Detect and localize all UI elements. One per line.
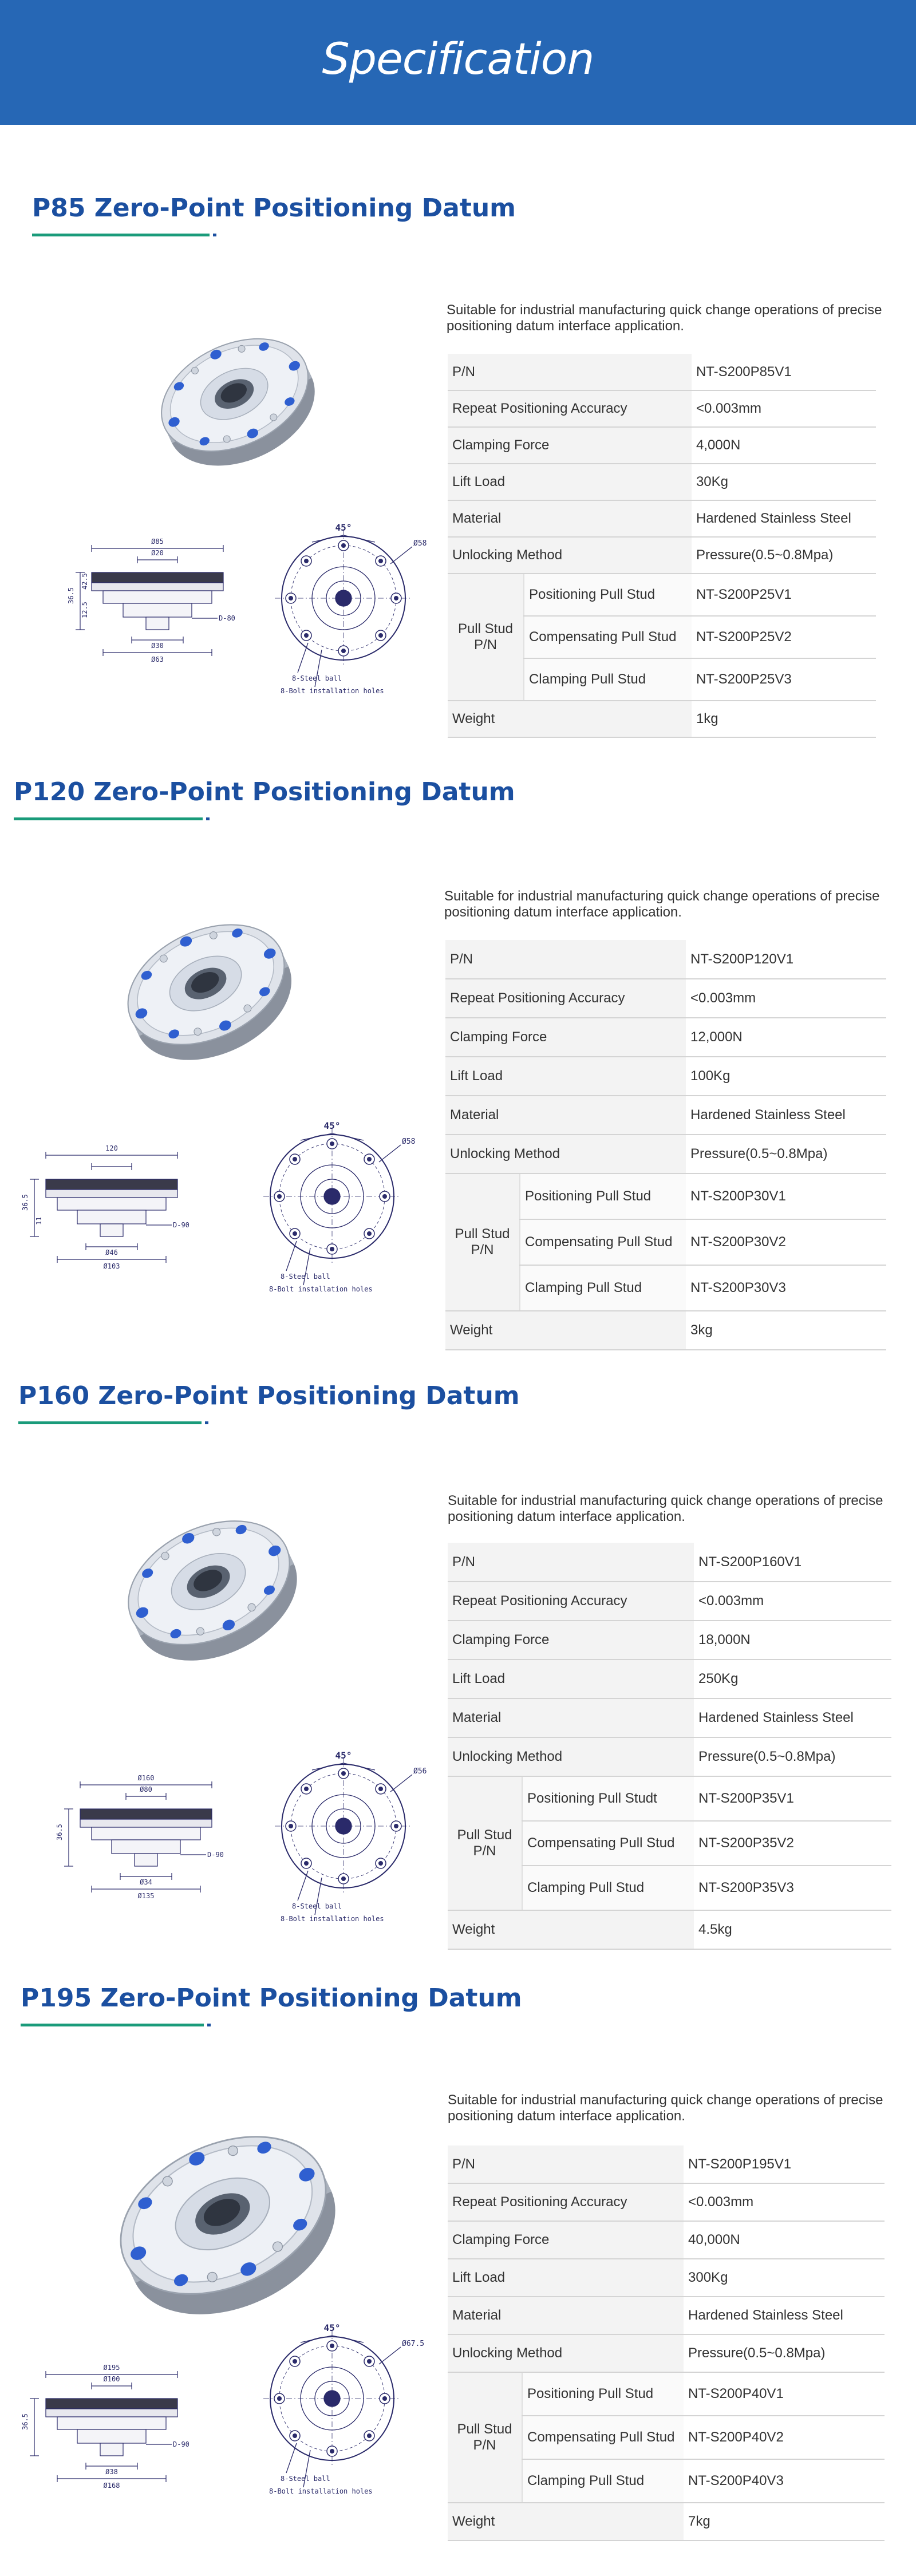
side-view-drawing xyxy=(69,532,258,670)
dim-bottom-outer: Ø63 xyxy=(151,655,164,663)
spec-value: Pressure(0.5~0.8Mpa) xyxy=(692,537,876,574)
spec-value: 250Kg xyxy=(694,1660,891,1698)
bolt-circle-label: Ø56 xyxy=(413,1767,427,1776)
spec-label: Weight xyxy=(445,1311,686,1350)
dim-top-outer: Ø85 xyxy=(151,538,164,546)
spec-label: P/N xyxy=(448,354,692,390)
spec-value: Hardened Stainless Steel xyxy=(692,500,876,537)
title-underline-accent xyxy=(207,2024,211,2026)
dim-top-inner: Ø80 xyxy=(140,1785,152,1793)
table-row xyxy=(448,427,876,464)
top-view-drawing xyxy=(246,1111,435,1299)
top-view-drawing xyxy=(258,512,447,701)
dim-bottom-inner: Ø46 xyxy=(105,1249,118,1257)
bolt-holes-label: 8-Bolt installation holes xyxy=(281,1915,384,1923)
table-row xyxy=(445,1174,886,1219)
table-row xyxy=(445,979,886,1018)
dim-top-inner: Ø100 xyxy=(103,2375,120,2383)
spec-label: Clamping Force xyxy=(448,427,692,464)
bolt-holes-label: 8-Bolt installation holes xyxy=(269,1285,373,1293)
spec-value: 4,000N xyxy=(692,427,876,464)
spec-value: 4.5kg xyxy=(694,1910,891,1949)
spec-label: Lift Load xyxy=(448,464,692,500)
steel-ball-label: 8-Steel ball xyxy=(292,1902,342,1910)
spec-value: <0.003mm xyxy=(692,390,876,427)
spec-label: Weight xyxy=(448,2503,684,2541)
table-row xyxy=(448,1582,891,1621)
spec-sublabel: Positioning Pull Stud xyxy=(522,2372,684,2416)
spec-sublabel: Positioning Pull Studt xyxy=(522,1776,694,1821)
spec-value: <0.003mm xyxy=(684,2183,885,2221)
spec-value: NT-S200P195V1 xyxy=(684,2146,885,2183)
spec-value: Pressure(0.5~0.8Mpa) xyxy=(686,1135,886,1174)
spec-label: Clamping Force xyxy=(448,2221,684,2259)
table-row xyxy=(448,2221,885,2259)
dim-height: 12.5 xyxy=(81,602,89,618)
spec-label: Unlocking Method xyxy=(448,1737,694,1776)
dim-height: 36.5 xyxy=(56,1824,64,1840)
spec-label: Material xyxy=(448,500,692,537)
spec-table xyxy=(448,354,876,738)
table-row xyxy=(448,1737,891,1776)
spec-value: 300Kg xyxy=(684,2259,885,2297)
top-view-drawing xyxy=(246,2313,435,2502)
spec-value: NT-S200P85V1 xyxy=(692,354,876,390)
steel-ball-label: 8-Steel ball xyxy=(281,2475,330,2483)
spec-value: NT-S200P25V1 xyxy=(692,574,876,616)
spec-value: NT-S200P25V2 xyxy=(692,616,876,658)
spec-label: P/N xyxy=(448,2146,684,2183)
product-photo xyxy=(114,893,298,1076)
pull-stud-label: Pull Stud P/N xyxy=(445,1174,520,1311)
side-view-drawing xyxy=(57,1769,246,1906)
spec-value: 40,000N xyxy=(684,2221,885,2259)
spec-value: NT-S200P25V3 xyxy=(692,658,876,701)
table-row xyxy=(448,2183,885,2221)
table-row xyxy=(445,940,886,979)
spec-label: Repeat Positioning Accuracy xyxy=(445,979,686,1018)
spec-label: P/N xyxy=(448,1543,694,1582)
spec-label: Weight xyxy=(448,1910,694,1949)
dim-height: 11 xyxy=(35,1216,43,1225)
dim-depth: D-90 xyxy=(173,2440,189,2448)
product-description: Suitable for industrial manufacturing quick change operations of precise positioning datum interface application. xyxy=(448,2092,883,2124)
dim-height: 36.5 xyxy=(67,587,75,604)
bolt-holes-label: 8-Bolt installation holes xyxy=(281,687,384,695)
spec-sublabel: Compensating Pull Stud xyxy=(522,1821,694,1866)
title-underline-accent xyxy=(206,817,210,820)
spec-value: 30Kg xyxy=(692,464,876,500)
spec-value: 18,000N xyxy=(694,1621,891,1660)
spec-table xyxy=(448,2146,885,2541)
page-title: Specification xyxy=(322,33,594,84)
spec-value: 100Kg xyxy=(686,1057,886,1096)
spec-label: Repeat Positioning Accuracy xyxy=(448,1582,694,1621)
product-photo xyxy=(114,1488,303,1677)
section-title: P120 Zero-Point Positioning Datum xyxy=(14,777,515,807)
product-photo xyxy=(149,309,321,481)
spec-label: Unlocking Method xyxy=(448,2334,684,2372)
spec-value: NT-S200P40V3 xyxy=(684,2459,885,2503)
spec-value: 1kg xyxy=(692,701,876,737)
spec-label: Unlocking Method xyxy=(445,1135,686,1174)
spec-label: Clamping Force xyxy=(448,1621,694,1660)
spec-table xyxy=(448,1543,891,1950)
dim-top-outer: Ø160 xyxy=(137,1774,155,1782)
table-row xyxy=(448,500,876,537)
dim-top-outer: Ø195 xyxy=(103,2364,120,2372)
dim-bottom-outer: Ø103 xyxy=(103,1262,120,1270)
spec-value: NT-S200P35V2 xyxy=(694,1821,891,1866)
header-banner xyxy=(0,0,916,125)
spec-value: NT-S200P120V1 xyxy=(686,940,886,979)
spec-value: Hardened Stainless Steel xyxy=(694,1698,891,1737)
product-description: Suitable for industrial manufacturing quick change operations of precise positioning datum interface application. xyxy=(444,888,880,920)
spec-label: Weight xyxy=(448,701,692,737)
angle-label: 45° xyxy=(323,1120,341,1131)
angle-label: 45° xyxy=(323,2322,341,2333)
spec-label: Lift Load xyxy=(448,2259,684,2297)
dim-height: 42.5 xyxy=(81,573,89,590)
pull-stud-label: Pull Stud P/N xyxy=(448,1776,522,1910)
bolt-circle-label: Ø58 xyxy=(413,539,427,548)
spec-label: Repeat Positioning Accuracy xyxy=(448,2183,684,2221)
section-title: P85 Zero-Point Positioning Datum xyxy=(32,193,516,223)
dim-height: 36.5 xyxy=(21,2413,29,2430)
spec-value: NT-S200P30V2 xyxy=(686,1219,886,1265)
spec-sublabel: Compensating Pull Stud xyxy=(522,2416,684,2459)
steel-ball-label: 8-Steel ball xyxy=(292,674,342,682)
table-row xyxy=(445,1018,886,1057)
spec-label: Material xyxy=(445,1096,686,1135)
spec-label: Lift Load xyxy=(445,1057,686,1096)
side-view-drawing xyxy=(23,1139,212,1277)
spec-value: Hardened Stainless Steel xyxy=(684,2297,885,2334)
spec-value: <0.003mm xyxy=(686,979,886,1018)
spec-value: 7kg xyxy=(684,2503,885,2541)
steel-ball-label: 8-Steel ball xyxy=(281,1273,330,1281)
table-row xyxy=(448,2503,885,2541)
spec-sublabel: Clamping Pull Stud xyxy=(520,1265,686,1311)
spec-sublabel: Compensating Pull Stud xyxy=(520,1219,686,1265)
dim-top-outer: 120 xyxy=(105,1144,118,1152)
product-description: Suitable for industrial manufacturing quick change operations of precise positioning datum interface application. xyxy=(447,302,882,334)
table-row xyxy=(448,537,876,574)
side-view-drawing xyxy=(23,2358,212,2496)
product-photo xyxy=(103,2095,344,2336)
dim-height: 36.5 xyxy=(21,1194,29,1211)
dim-depth: D-90 xyxy=(207,1851,224,1859)
spec-value: NT-S200P160V1 xyxy=(694,1543,891,1582)
title-underline-accent xyxy=(213,234,216,236)
dim-bottom-inner: Ø34 xyxy=(140,1878,152,1886)
table-row xyxy=(448,1910,891,1949)
spec-value: NT-S200P30V3 xyxy=(686,1265,886,1311)
spec-sublabel: Positioning Pull Stud xyxy=(520,1174,686,1219)
table-row xyxy=(448,464,876,500)
table-row xyxy=(445,1057,886,1096)
spec-label: Material xyxy=(448,1698,694,1737)
dim-bottom-inner: Ø30 xyxy=(151,642,164,650)
table-row xyxy=(448,2259,885,2297)
spec-value: NT-S200P30V1 xyxy=(686,1174,886,1219)
table-row xyxy=(445,1096,886,1135)
spec-value: NT-S200P40V1 xyxy=(684,2372,885,2416)
table-row xyxy=(448,354,876,390)
dim-depth: D-80 xyxy=(219,614,235,622)
table-row xyxy=(448,1621,891,1660)
table-row xyxy=(445,1311,886,1350)
section-title: P195 Zero-Point Positioning Datum xyxy=(21,1984,522,2013)
title-underline-accent xyxy=(205,1421,208,1424)
table-row xyxy=(448,2297,885,2334)
pull-stud-label: Pull Stud P/N xyxy=(448,574,524,701)
table-row xyxy=(448,390,876,427)
title-underline xyxy=(32,234,210,236)
spec-value: NT-S200P35V3 xyxy=(694,1866,891,1910)
spec-table xyxy=(445,940,886,1350)
spec-sublabel: Clamping Pull Stud xyxy=(522,1866,694,1910)
spec-value: Pressure(0.5~0.8Mpa) xyxy=(694,1737,891,1776)
spec-value: 12,000N xyxy=(686,1018,886,1057)
spec-value: Hardened Stainless Steel xyxy=(686,1096,886,1135)
dim-top-inner: Ø20 xyxy=(151,549,164,557)
bolt-circle-label: Ø58 xyxy=(402,1137,416,1146)
title-underline xyxy=(21,2024,204,2026)
table-row xyxy=(445,1135,886,1174)
spec-sublabel: Clamping Pull Stud xyxy=(522,2459,684,2503)
spec-label: Repeat Positioning Accuracy xyxy=(448,390,692,427)
spec-label: Lift Load xyxy=(448,1660,694,1698)
spec-value: <0.003mm xyxy=(694,1582,891,1621)
dim-bottom-inner: Ø38 xyxy=(105,2468,118,2476)
table-row xyxy=(448,2334,885,2372)
dim-depth: D-90 xyxy=(173,1221,189,1229)
table-row xyxy=(448,574,876,616)
spec-label: Unlocking Method xyxy=(448,537,692,574)
top-view-drawing xyxy=(258,1740,447,1929)
table-row xyxy=(448,1660,891,1698)
spec-sublabel: Compensating Pull Stud xyxy=(524,616,692,658)
angle-label: 45° xyxy=(335,522,352,533)
dim-bottom-outer: Ø168 xyxy=(103,2482,120,2490)
spec-label: Clamping Force xyxy=(445,1018,686,1057)
spec-sublabel: Positioning Pull Stud xyxy=(524,574,692,616)
bolt-circle-label: Ø67.5 xyxy=(402,2340,425,2348)
table-row xyxy=(448,1698,891,1737)
table-row xyxy=(448,2372,885,2416)
bolt-holes-label: 8-Bolt installation holes xyxy=(269,2487,373,2495)
table-row xyxy=(448,1543,891,1582)
pull-stud-label: Pull Stud P/N xyxy=(448,2372,522,2503)
title-underline xyxy=(18,1421,202,1424)
table-row xyxy=(448,701,876,737)
spec-value: NT-S200P40V2 xyxy=(684,2416,885,2459)
spec-value: Pressure(0.5~0.8Mpa) xyxy=(684,2334,885,2372)
section-title: P160 Zero-Point Positioning Datum xyxy=(18,1381,520,1411)
product-description: Suitable for industrial manufacturing quick change operations of precise positioning datum interface application. xyxy=(448,1493,883,1524)
spec-value: NT-S200P35V1 xyxy=(694,1776,891,1821)
table-row xyxy=(448,2146,885,2183)
spec-value: 3kg xyxy=(686,1311,886,1350)
dim-bottom-outer: Ø135 xyxy=(137,1892,155,1900)
table-row xyxy=(448,1776,891,1821)
angle-label: 45° xyxy=(335,1750,352,1761)
spec-label: P/N xyxy=(445,940,686,979)
title-underline xyxy=(14,817,203,820)
spec-sublabel: Clamping Pull Stud xyxy=(524,658,692,701)
spec-label: Material xyxy=(448,2297,684,2334)
